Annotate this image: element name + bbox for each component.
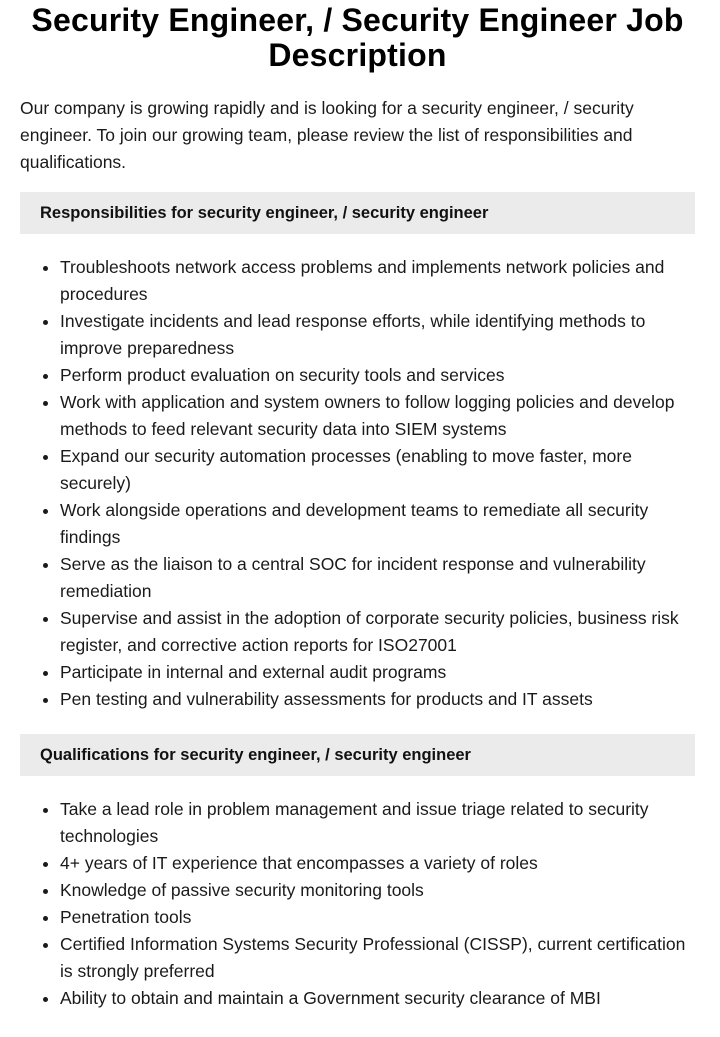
list-item: Expand our security automation processes (enabling to move faster, more securely) xyxy=(60,443,695,497)
qualifications-list xyxy=(20,796,695,1012)
list-item: Work with application and system owners to follow logging policies and develop methods to feed relevant security data into SIEM systems xyxy=(60,389,695,443)
section-spacer xyxy=(20,713,695,718)
list-item: Participate in internal and external audit programs xyxy=(60,659,695,686)
list-item: Penetration tools xyxy=(60,904,695,931)
qualifications-heading: Qualifications for security engineer, / security engineer xyxy=(20,734,695,776)
list-item: Ability to obtain and maintain a Government security clearance of MBI xyxy=(60,985,695,1012)
responsibilities-list xyxy=(20,254,695,713)
list-item: Take a lead role in problem management and issue triage related to security technologies xyxy=(60,796,695,850)
list-item: Investigate incidents and lead response efforts, while identifying methods to improve preparedness xyxy=(60,308,695,362)
list-item: Work alongside operations and development teams to remediate all security findings xyxy=(60,497,695,551)
list-item: Troubleshoots network access problems and implements network policies and procedures xyxy=(60,254,695,308)
intro-paragraph: Our company is growing rapidly and is looking for a security engineer, / security engineer. To join our growing team, please review the list of responsibilities and qualifications. xyxy=(20,98,634,172)
list-item: Perform product evaluation on security tools and services xyxy=(60,362,695,389)
responsibilities-heading: Responsibilities for security engineer, / security engineer xyxy=(20,192,695,234)
list-item: Pen testing and vulnerability assessments for products and IT assets xyxy=(60,686,695,713)
list-item: Knowledge of passive security monitoring tools xyxy=(60,877,695,904)
list-item: Serve as the liaison to a central SOC for incident response and vulnerability remediation xyxy=(60,551,695,605)
list-item: Certified Information Systems Security Professional (CISSP), current certification is strongly preferred xyxy=(60,931,695,985)
list-item: 4+ years of IT experience that encompasses a variety of roles xyxy=(60,850,695,877)
page-title: Security Engineer, / Security Engineer Job Description xyxy=(31,2,684,73)
list-item: Supervise and assist in the adoption of corporate security policies, business risk register, and corrective action reports for ISO27001 xyxy=(60,605,695,659)
